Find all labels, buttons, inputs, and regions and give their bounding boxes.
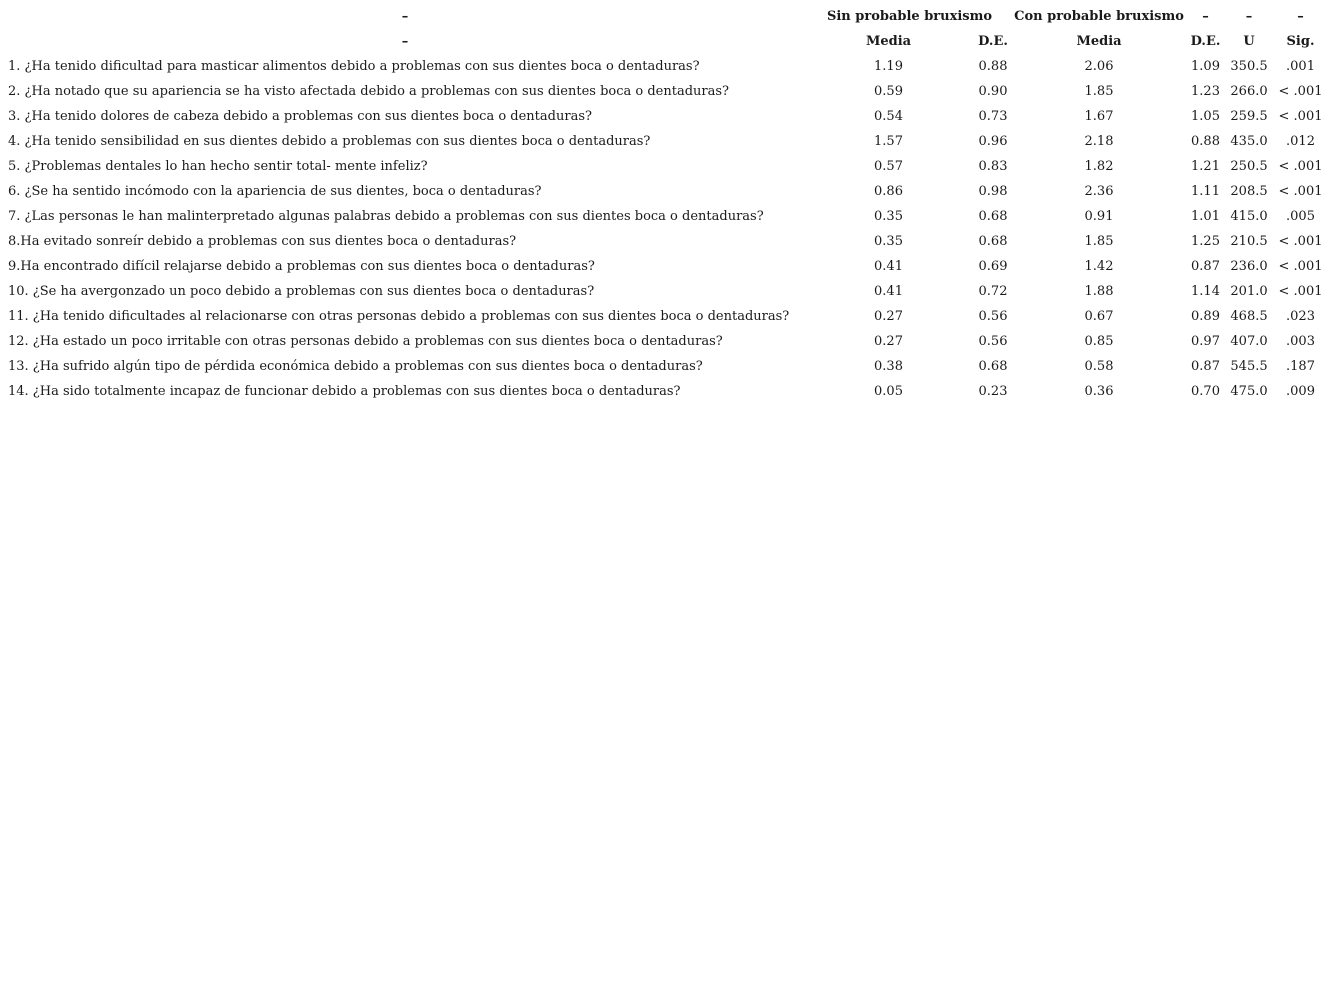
mean-without-cell: 0.27 xyxy=(874,309,903,324)
sd-without-cell: 0.90 xyxy=(978,84,1008,99)
mean-without-cell: 1.19 xyxy=(874,59,903,74)
question-cell: 9.Ha encontrado difícil relajarse debido a problemas con sus dientes boca o dentaduras? xyxy=(8,259,595,274)
sig-cell: .187 xyxy=(1286,359,1315,374)
sd-without-cell: 0.96 xyxy=(978,134,1008,149)
question-cell: 3. ¿Ha tenido dolores de cabeza debido a problemas con sus dientes boca o dentaduras? xyxy=(8,109,592,124)
mean-without-cell: 0.54 xyxy=(874,109,903,124)
sd-without-cell: 0.56 xyxy=(978,309,1008,324)
header-question: – xyxy=(401,34,409,49)
mean-without-cell: 0.38 xyxy=(874,359,903,374)
table-row xyxy=(5,129,1330,154)
question-cell: 8.Ha evitado sonreír debido a problemas con sus dientes boca o dentaduras? xyxy=(8,234,517,249)
sig-cell: .005 xyxy=(1286,209,1315,224)
mean-with-cell: 0.91 xyxy=(1084,209,1114,224)
u-cell: 210.5 xyxy=(1230,234,1268,249)
mean-with-cell: 2.06 xyxy=(1084,59,1114,74)
mean-with-cell: 1.67 xyxy=(1084,109,1114,124)
sig-cell: < .001 xyxy=(1278,84,1323,99)
sd-without-cell: 0.88 xyxy=(978,59,1008,74)
table-row xyxy=(5,154,1330,179)
header-row-columns xyxy=(5,29,1330,54)
table-row xyxy=(5,229,1330,254)
sig-cell: < .001 xyxy=(1278,284,1323,299)
question-cell: 11. ¿Ha tenido dificultades al relacionarse con otras personas debido a problemas con sus dientes boca o dentaduras? xyxy=(8,309,790,324)
mean-with-cell: 0.36 xyxy=(1084,384,1114,399)
results-table xyxy=(5,4,1330,404)
header-sig: Sig. xyxy=(1286,34,1315,49)
header-u: U xyxy=(1243,34,1255,49)
table-row xyxy=(5,254,1330,279)
question-cell: 10. ¿Se ha avergonzado un poco debido a problemas con sus dientes boca o dentaduras? xyxy=(8,284,595,299)
header-sd-without: D.E. xyxy=(978,34,1008,49)
sd-without-cell: 0.23 xyxy=(978,384,1008,399)
header-mean-without: Media xyxy=(865,34,912,49)
u-cell: 475.0 xyxy=(1230,384,1268,399)
u-cell: 435.0 xyxy=(1230,134,1268,149)
table-body xyxy=(5,54,1330,404)
u-cell: 236.0 xyxy=(1230,259,1268,274)
sig-cell: .012 xyxy=(1286,134,1315,149)
sig-cell: .009 xyxy=(1286,384,1315,399)
u-cell: 468.5 xyxy=(1230,309,1268,324)
table-header xyxy=(5,4,1330,54)
sd-without-cell: 0.56 xyxy=(978,334,1008,349)
sig-cell: < .001 xyxy=(1278,234,1323,249)
u-cell: 350.5 xyxy=(1230,59,1268,74)
mean-without-cell: 0.86 xyxy=(874,184,903,199)
question-cell: 13. ¿Ha sufrido algún tipo de pérdida económica debido a problemas con sus dientes boca o dentaduras? xyxy=(8,359,703,374)
question-cell: 7. ¿Las personas le han malinterpretado algunas palabras debido a problemas con sus dientes boca o dentaduras? xyxy=(8,209,764,224)
u-cell: 208.5 xyxy=(1230,184,1268,199)
sd-with-cell: 0.87 xyxy=(1191,259,1220,274)
mean-with-cell: 1.82 xyxy=(1084,159,1114,174)
mean-without-cell: 0.59 xyxy=(874,84,903,99)
mean-with-cell: 1.88 xyxy=(1084,284,1114,299)
mean-without-cell: 0.35 xyxy=(874,234,903,249)
u-cell: 415.0 xyxy=(1230,209,1268,224)
table-row xyxy=(5,104,1330,129)
mean-with-cell: 1.85 xyxy=(1084,84,1114,99)
table-row xyxy=(5,379,1330,404)
mean-without-cell: 0.05 xyxy=(874,384,903,399)
mean-without-cell: 0.57 xyxy=(874,159,903,174)
sig-cell: < .001 xyxy=(1278,159,1323,174)
mean-without-cell: 0.41 xyxy=(874,284,903,299)
u-cell: 250.5 xyxy=(1230,159,1268,174)
sd-with-cell: 1.11 xyxy=(1191,184,1220,199)
sd-with-cell: 1.25 xyxy=(1191,234,1220,249)
sd-with-cell: 1.14 xyxy=(1191,284,1220,299)
question-cell: 5. ¿Problemas dentales lo han hecho sentir total- mente infeliz? xyxy=(8,159,428,174)
sig-cell: < .001 xyxy=(1278,184,1323,199)
sd-with-cell: 1.09 xyxy=(1191,59,1220,74)
sd-without-cell: 0.73 xyxy=(978,109,1008,124)
table-row xyxy=(5,54,1330,79)
question-cell: 14. ¿Ha sido totalmente incapaz de funcionar debido a problemas con sus dientes boca o dentaduras? xyxy=(8,384,681,399)
sd-without-cell: 0.68 xyxy=(978,234,1008,249)
sd-with-cell: 1.23 xyxy=(1191,84,1220,99)
sd-with-cell: 0.89 xyxy=(1191,309,1220,324)
u-cell: 407.0 xyxy=(1230,334,1268,349)
sd-with-cell: 0.70 xyxy=(1191,384,1220,399)
header-u-placeholder: – xyxy=(1245,9,1253,24)
mean-with-cell: 2.36 xyxy=(1084,184,1114,199)
mean-without-cell: 0.41 xyxy=(874,259,903,274)
u-cell: 201.0 xyxy=(1230,284,1268,299)
sd-with-cell: 0.97 xyxy=(1191,334,1220,349)
sd-without-cell: 0.83 xyxy=(978,159,1008,174)
sd-with-cell: 1.21 xyxy=(1191,159,1220,174)
sd-without-cell: 0.72 xyxy=(978,284,1008,299)
sd-without-cell: 0.98 xyxy=(978,184,1008,199)
sd-without-cell: 0.68 xyxy=(978,209,1008,224)
header-sd-with: D.E. xyxy=(1190,34,1221,49)
header-question-placeholder: – xyxy=(401,9,409,24)
sig-cell: < .001 xyxy=(1278,259,1323,274)
mean-with-cell: 2.18 xyxy=(1084,134,1114,149)
table-row xyxy=(5,354,1330,379)
mean-with-cell: 1.85 xyxy=(1084,234,1114,249)
header-mean-with: Media xyxy=(1076,34,1122,49)
table-row xyxy=(5,329,1330,354)
question-cell: 2. ¿Ha notado que su apariencia se ha visto afectada debido a problemas con sus dientes boca o dentaduras? xyxy=(8,84,730,99)
header-sig-placeholder: – xyxy=(1297,9,1304,24)
header-group-with-bruxism: Con probable bruxismo xyxy=(1014,9,1184,24)
mean-with-cell: 0.58 xyxy=(1084,359,1114,374)
sig-cell: .023 xyxy=(1286,309,1315,324)
question-cell: 12. ¿Ha estado un poco irritable con otras personas debido a problemas con sus dientes boca o dentaduras? xyxy=(8,334,723,349)
sd-without-cell: 0.69 xyxy=(978,259,1008,274)
mean-with-cell: 1.42 xyxy=(1084,259,1114,274)
sd-without-cell: 0.68 xyxy=(978,359,1008,374)
sd-with-cell: 1.05 xyxy=(1191,109,1220,124)
sig-cell: < .001 xyxy=(1278,109,1323,124)
table-row xyxy=(5,79,1330,104)
mean-with-cell: 0.67 xyxy=(1084,309,1114,324)
question-cell: 1. ¿Ha tenido dificultad para masticar alimentos debido a problemas con sus dientes boca o dentaduras? xyxy=(8,59,700,74)
header-row-groups xyxy=(5,4,1330,29)
sig-cell: .001 xyxy=(1286,59,1315,74)
u-cell: 259.5 xyxy=(1230,109,1268,124)
mean-with-cell: 0.85 xyxy=(1084,334,1114,349)
table-row xyxy=(5,179,1330,204)
mean-without-cell: 0.35 xyxy=(874,209,903,224)
sd-with-cell: 0.87 xyxy=(1191,359,1220,374)
sd-with-cell: 1.01 xyxy=(1191,209,1220,224)
u-cell: 266.0 xyxy=(1230,84,1268,99)
sig-cell: .003 xyxy=(1286,334,1315,349)
header-group-without-bruxism: Sin probable bruxismo xyxy=(826,9,993,24)
table-row xyxy=(5,204,1330,229)
table-row xyxy=(5,304,1330,329)
mean-without-cell: 1.57 xyxy=(874,134,903,149)
sd-with-cell: 0.88 xyxy=(1191,134,1220,149)
question-cell: 4. ¿Ha tenido sensibilidad en sus dientes debido a problemas con sus dientes boca o dentaduras? xyxy=(8,134,651,149)
mean-without-cell: 0.27 xyxy=(874,334,903,349)
u-cell: 545.5 xyxy=(1230,359,1268,374)
question-cell: 6. ¿Se ha sentido incómodo con la apariencia de sus dientes, boca o dentaduras? xyxy=(8,184,542,199)
header-sd2-placeholder: – xyxy=(1202,9,1209,24)
table-row xyxy=(5,279,1330,304)
